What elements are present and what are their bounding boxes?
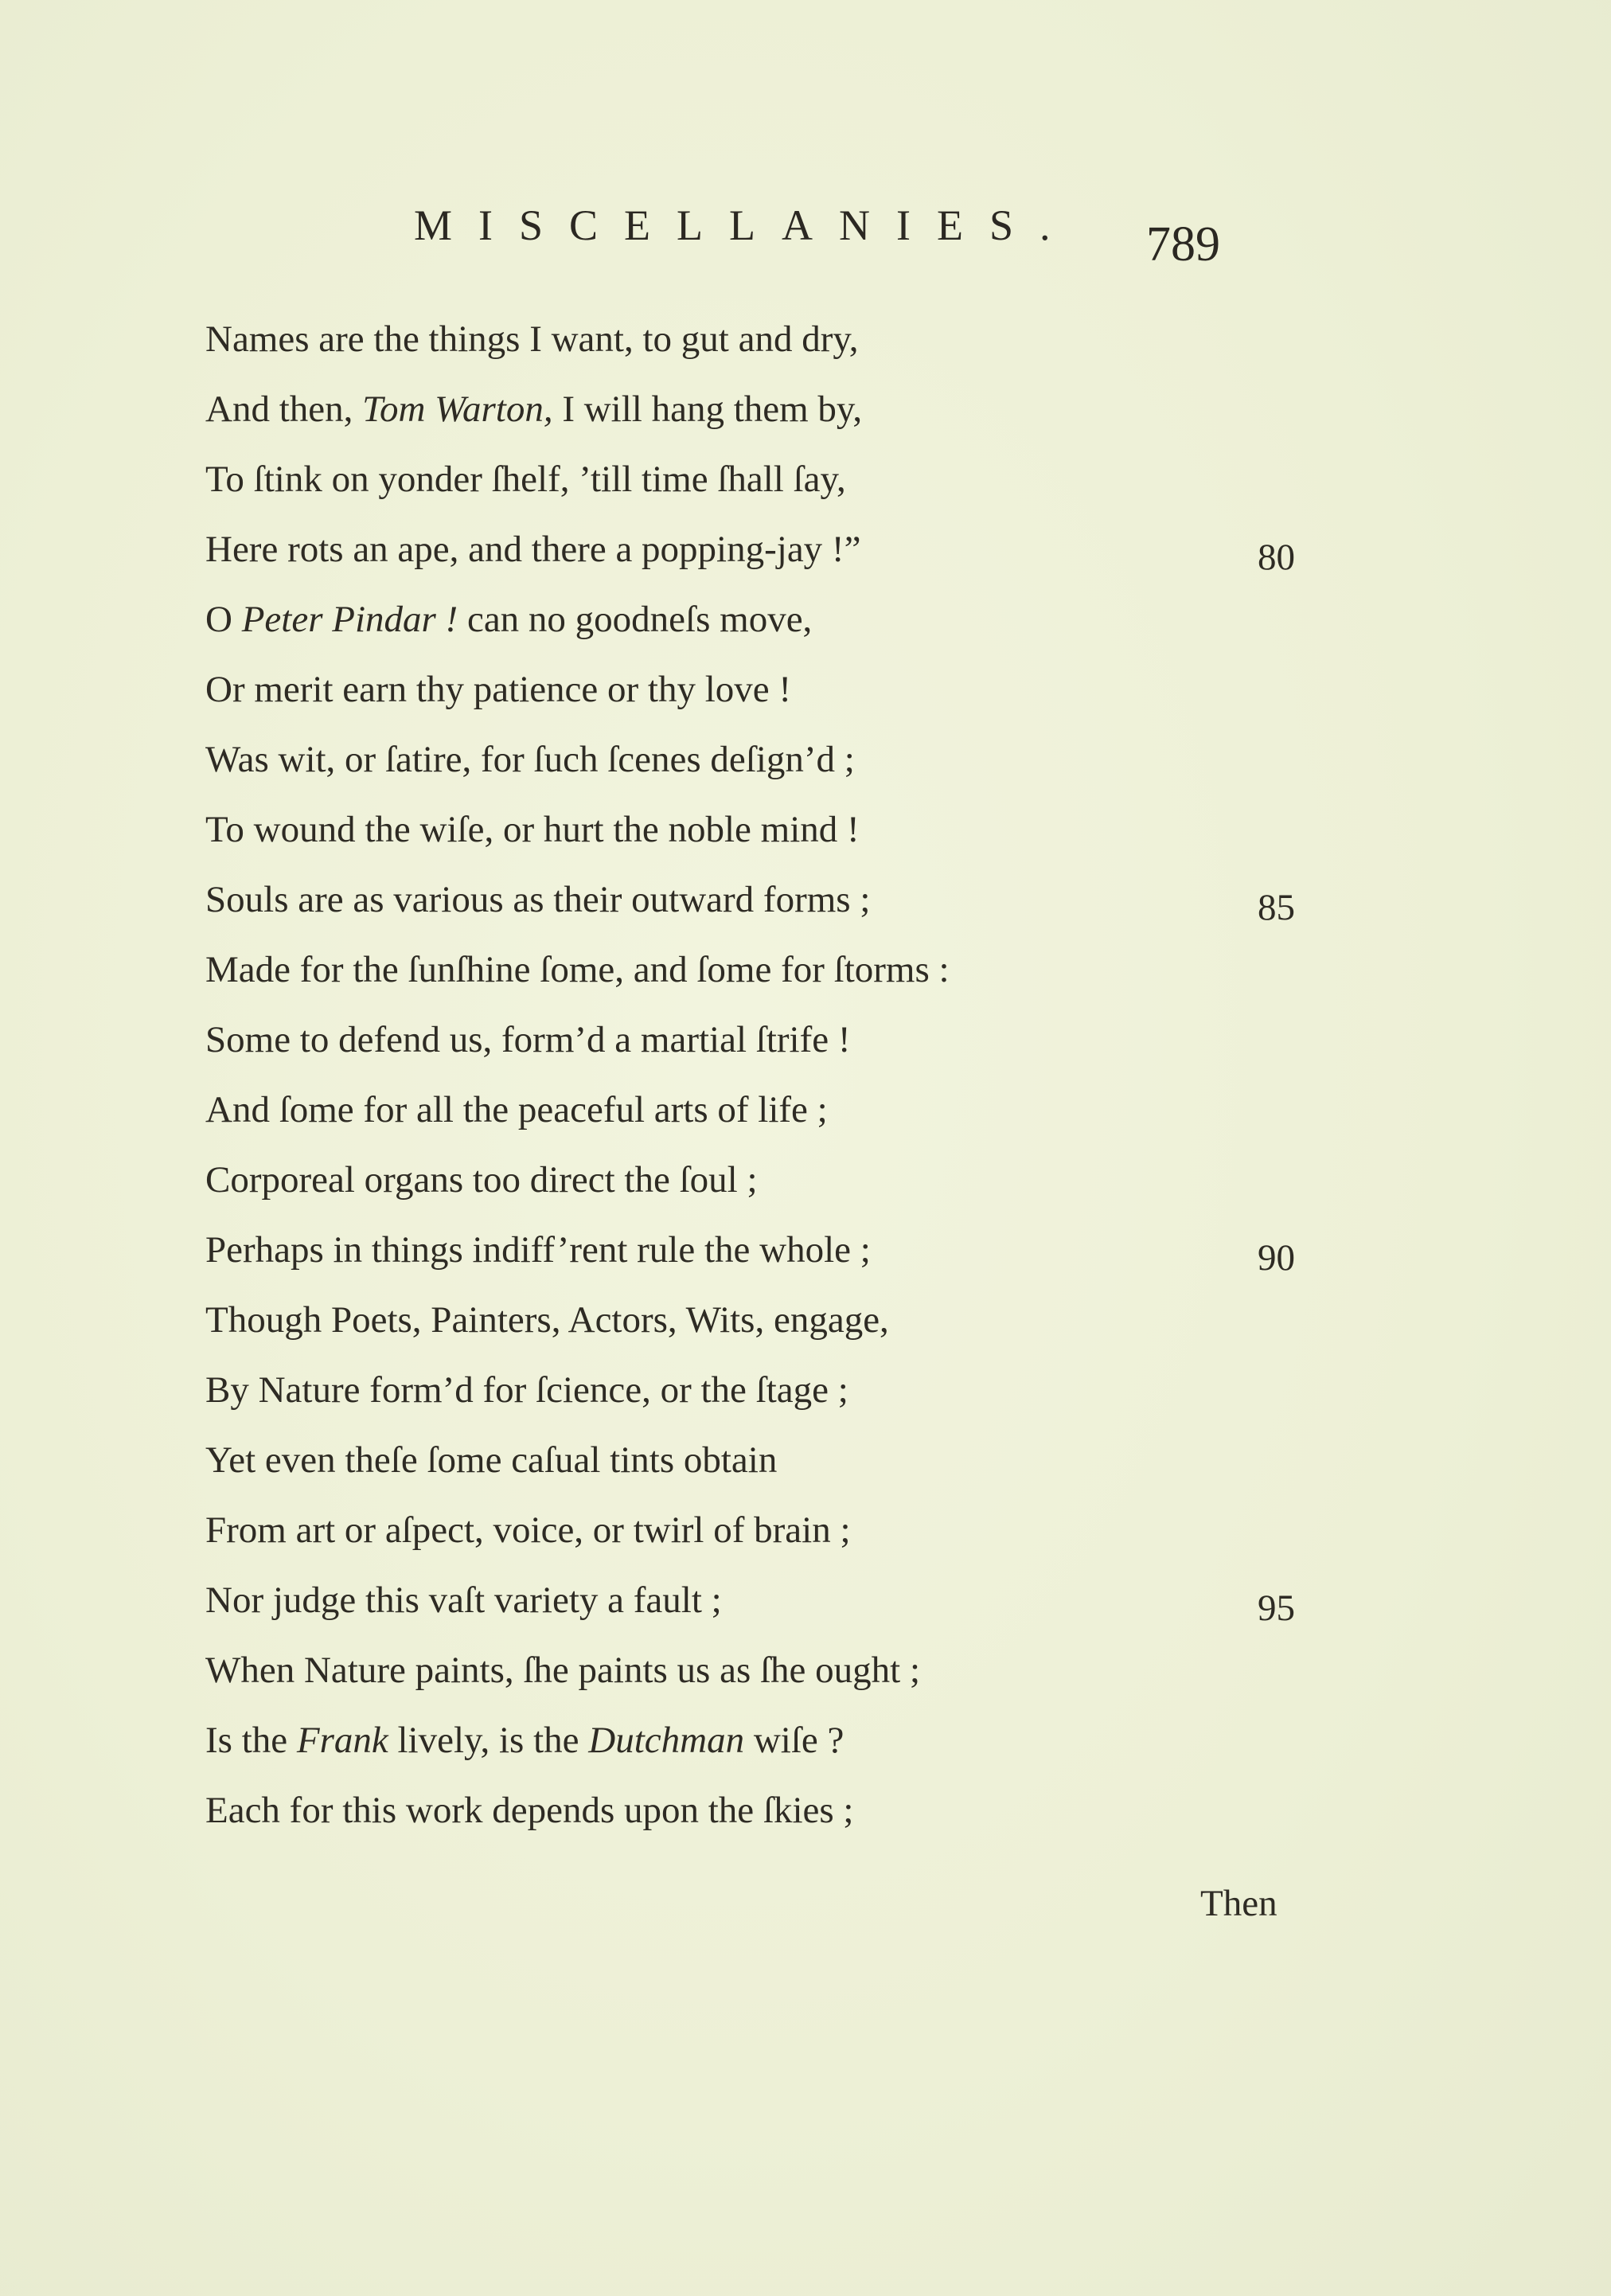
- line-number: 85: [1258, 887, 1295, 928]
- line-number: 80: [1258, 537, 1295, 578]
- poem-line: From art or aſpect, voice, or twirl of brain ;: [205, 1509, 851, 1551]
- poem-line-italic: Peter Pindar !: [241, 599, 458, 640]
- poem-line-italic: Dutchman: [588, 1720, 745, 1761]
- poem-line: When Nature paints, ſhe paints us as ſhe ought ;: [205, 1650, 921, 1691]
- poem-line-italic: Tom Warton,: [362, 389, 553, 430]
- poem-line-text: And then,: [205, 389, 363, 430]
- poem-line: Or merit earn thy patience or thy love !: [205, 669, 792, 710]
- poem-line: Names are the things I want, to gut and dry,: [205, 318, 859, 360]
- poem-line: Nor judge this vaſt variety a fault ;: [205, 1579, 722, 1621]
- catchword: Then: [1200, 1883, 1277, 1924]
- poem-line: Corporeal organs too direct the ſoul ;: [205, 1159, 758, 1201]
- poem-line: Each for this work depends upon the ſkies ;: [205, 1790, 854, 1831]
- poem-line-text: wiſe ?: [744, 1720, 845, 1761]
- page-number: 789: [1146, 217, 1220, 271]
- line-number: 90: [1258, 1237, 1295, 1279]
- poem-line: Some to defend us, form’d a martial ſtrife !: [205, 1019, 851, 1060]
- line-number: 95: [1258, 1587, 1295, 1629]
- poem-line: Yet even theſe ſome caſual tints obtain: [205, 1439, 778, 1481]
- poem-line-italic: Frank: [296, 1720, 388, 1761]
- poem-line: Though Poets, Painters, Actors, Wits, engage,: [205, 1299, 889, 1341]
- poem-line: [205, 597, 812, 642]
- running-header: MISCELLANIES.: [414, 201, 1077, 249]
- poem-line-text: lively, is the: [388, 1720, 589, 1761]
- poem-line: Here rots an ape, and there a popping-jay !”: [205, 529, 861, 570]
- poem-line: To ſtink on yonder ſhelf, ’till time ſhall ſay,: [205, 459, 846, 500]
- poem-line: Made for the ſunſhine ſome, and ſome for ſtorms :: [205, 949, 950, 990]
- poem-line: Souls are as various as their outward forms ;: [205, 879, 871, 920]
- poem-line: By Nature form’d for ſcience, or the ſtage ;: [205, 1369, 848, 1411]
- poem-line: And ſome for all the peaceful arts of life ;: [205, 1089, 828, 1130]
- poem-line: [205, 1718, 844, 1763]
- poem-line: Was wit, or ſatire, for ſuch ſcenes deſign’d ;: [205, 739, 855, 780]
- poem-line-text: can no goodneſs move,: [458, 599, 813, 640]
- poem-line: To wound the wiſe, or hurt the noble mind !: [205, 809, 860, 850]
- poem-line-text: I will hang them by,: [552, 389, 863, 430]
- poem-line: [205, 387, 862, 431]
- poem-line: Perhaps in things indiff’rent rule the whole ;: [205, 1229, 871, 1271]
- poem-line-text: O: [205, 599, 242, 640]
- poem-line-text: Is the: [205, 1720, 297, 1761]
